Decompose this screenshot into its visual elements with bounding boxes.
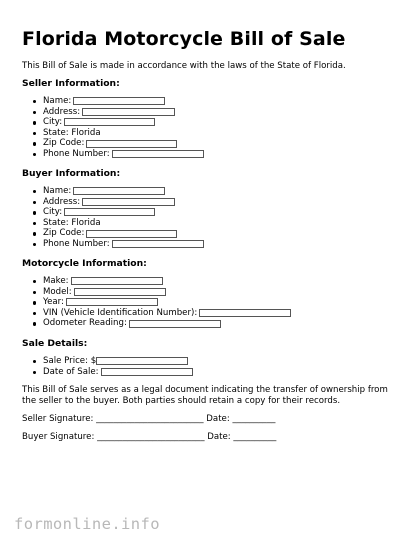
- buyer-zip-input[interactable]: [86, 230, 177, 238]
- buyer-phone-label: Phone Number:: [43, 238, 110, 249]
- buyer-name-input[interactable]: [73, 187, 165, 195]
- model-item: [32, 287, 291, 298]
- buyer-address-item: [32, 197, 204, 208]
- seller-address-item: [32, 107, 204, 118]
- seller-phone-input[interactable]: [112, 150, 204, 158]
- buyer-zip-label: Zip Code:: [43, 228, 85, 239]
- make-label: Make:: [43, 276, 69, 286]
- buyer-city-input[interactable]: [64, 208, 155, 216]
- sale-fields-list: [32, 356, 193, 377]
- seller-phone-item: [32, 149, 204, 160]
- intro-text: This Bill of Sale is made in accordance with the laws of the State of Florida.: [22, 61, 346, 71]
- buyer-fields-list: [32, 186, 204, 250]
- seller-address-input[interactable]: [82, 108, 175, 116]
- sale-price-item: [32, 356, 193, 367]
- vin-item: [32, 308, 291, 319]
- odometer-label: Odometer Reading:: [43, 318, 127, 329]
- seller-fields-list: [32, 96, 204, 160]
- seller-name-label: Name:: [43, 96, 72, 106]
- seller-zip-input[interactable]: [86, 140, 177, 148]
- seller-zip-label: Zip Code:: [43, 138, 85, 149]
- year-label: Year:: [43, 297, 64, 308]
- make-item: [32, 276, 291, 287]
- motorcycle-fields-list: [32, 276, 291, 329]
- make-input[interactable]: [71, 277, 163, 285]
- buyer-zip-item: [32, 228, 204, 239]
- seller-city-input[interactable]: [64, 118, 155, 126]
- sale-date-input[interactable]: [101, 368, 193, 376]
- odometer-input[interactable]: [129, 320, 221, 328]
- sale-price-label: Sale Price: $: [43, 356, 97, 366]
- vin-input[interactable]: [199, 309, 291, 317]
- year-item: [32, 297, 291, 308]
- seller-zip-item: [32, 138, 204, 149]
- seller-city-label: City:: [43, 117, 63, 128]
- buyer-address-input[interactable]: [82, 198, 175, 206]
- sale-date-label: Date of Sale:: [43, 366, 99, 377]
- sale-price-input[interactable]: [96, 357, 188, 365]
- buyer-section-heading: Buyer Information:: [22, 168, 121, 179]
- buyer-state-item: [32, 218, 204, 229]
- site-watermark: formonline.info: [14, 515, 160, 533]
- sale-date-item: [32, 367, 193, 378]
- year-input[interactable]: [66, 298, 158, 306]
- closing-paragraph: This Bill of Sale serves as a legal document indicating the transfer of ownership from the seller to the buyer. Both parties should retain a copy for their records.: [22, 385, 388, 406]
- buyer-name-label: Name:: [43, 186, 72, 196]
- seller-address-label: Address:: [43, 106, 81, 117]
- seller-phone-label: Phone Number:: [43, 148, 110, 159]
- vin-label: VIN (Vehicle Identification Number):: [43, 307, 198, 318]
- buyer-city-label: City:: [43, 207, 63, 218]
- buyer-city-item: [32, 207, 204, 218]
- buyer-phone-input[interactable]: [112, 240, 204, 248]
- seller-state-item: [32, 128, 204, 139]
- buyer-state-label: State: Florida: [43, 217, 101, 228]
- sale-section-heading: Sale Details:: [22, 338, 88, 349]
- seller-name-item: [32, 96, 204, 107]
- seller-signature-line[interactable]: Seller Signature: _________________________ Date: __________: [22, 414, 276, 424]
- seller-state-label: State: Florida: [43, 127, 101, 138]
- model-label: Model:: [43, 286, 72, 297]
- buyer-signature-line[interactable]: Buyer Signature: _________________________ Date: __________: [22, 432, 277, 442]
- seller-name-input[interactable]: [73, 97, 165, 105]
- seller-section-heading: Seller Information:: [22, 78, 120, 89]
- document-title: Florida Motorcycle Bill of Sale: [22, 28, 346, 50]
- buyer-address-label: Address:: [43, 196, 81, 207]
- model-input[interactable]: [74, 288, 166, 296]
- buyer-phone-item: [32, 239, 204, 250]
- seller-city-item: [32, 117, 204, 128]
- motorcycle-section-heading: Motorcycle Information:: [22, 258, 147, 269]
- odometer-item: [32, 318, 291, 329]
- buyer-name-item: [32, 186, 204, 197]
